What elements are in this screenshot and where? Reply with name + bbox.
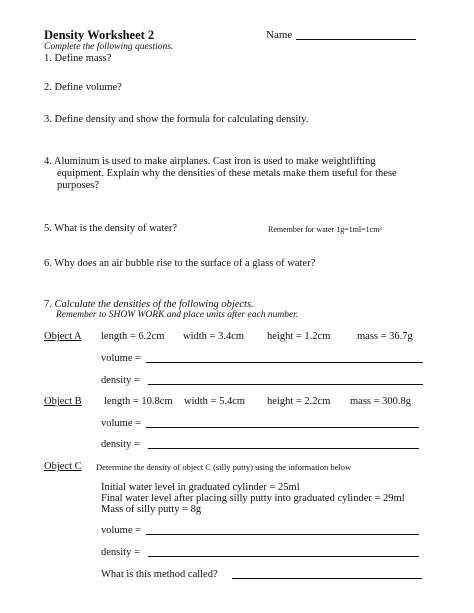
object-c-density-label: density = (101, 547, 140, 558)
object-c-method-label: What is this method called? (101, 569, 218, 580)
name-label: Name (266, 29, 293, 41)
question-4-line-1: 4. Aluminum is used to make airplanes. Cast iron is used to make weightlifting (44, 156, 376, 167)
object-c-intro: Determine the density of object C (silly putty) using the information below (96, 462, 352, 472)
object-c-initial-level: Initial water level in graduated cylinder = 25ml (101, 482, 300, 493)
object-a-volume-answer-line[interactable] (146, 362, 423, 363)
object-a-volume-label: volume = (101, 353, 142, 364)
question-2: 2. Define volume? (44, 82, 122, 93)
name-field[interactable] (296, 39, 416, 40)
question-1: 1. Define mass? (44, 53, 112, 64)
object-b-height: height = 2.2cm (267, 396, 331, 407)
instructions: Complete the following questions. (44, 42, 174, 52)
object-a-density-answer-line[interactable] (148, 384, 423, 385)
object-c-density-answer-line[interactable] (148, 556, 419, 557)
object-a-width: width = 3.4cm (183, 331, 245, 342)
object-a-label: Object A (44, 331, 82, 342)
object-c-mass: Mass of silly putty = 8g (101, 504, 202, 515)
object-b-density-label: density = (101, 439, 140, 450)
object-b-label: Object B (44, 396, 82, 407)
question-4-line-3: purposes? (57, 180, 99, 191)
object-b-width: width = 5.4cm (184, 396, 246, 407)
object-a-mass: mass = 36.7g (357, 331, 413, 342)
object-c-label: Object C (44, 461, 82, 472)
object-c-volume-label: volume = (101, 525, 142, 536)
question-7-number: 7. (44, 299, 55, 310)
object-b-length: length = 10.8cm (104, 396, 173, 407)
question-3: 3. Define density and show the formula for calculating density. (44, 114, 309, 125)
question-7-note: Remember to SHOW WORK and place units after each number. (56, 310, 299, 320)
object-b-mass: mass = 300.8g (350, 396, 412, 407)
question-7-text: Calculate the densities of the following objects. (54, 299, 254, 310)
object-c-final-level: Final water level after placing silly putty into graduated cylinder = 29ml (101, 493, 405, 504)
object-b-volume-label: volume = (101, 418, 142, 429)
object-a-density-label: density = (101, 375, 140, 386)
water-density-note: Remember for water 1g=1ml=1cm³ (268, 225, 382, 234)
question-4-line-2: equipment. Explain why the densities of these metals make them useful for these (57, 168, 397, 179)
object-a-length: length = 6.2cm (101, 331, 165, 342)
object-a-height: height = 1.2cm (267, 331, 331, 342)
object-b-density-answer-line[interactable] (148, 448, 419, 449)
question-6: 6. Why does an air bubble rise to the surface of a glass of water? (44, 258, 316, 269)
question-7 (44, 299, 254, 310)
object-b-volume-answer-line[interactable] (146, 427, 419, 428)
worksheet-title: Density Worksheet 2 (44, 28, 155, 42)
question-5: 5. What is the density of water? (44, 223, 178, 234)
object-c-method-answer-line[interactable] (232, 578, 422, 579)
object-c-volume-answer-line[interactable] (146, 534, 419, 535)
